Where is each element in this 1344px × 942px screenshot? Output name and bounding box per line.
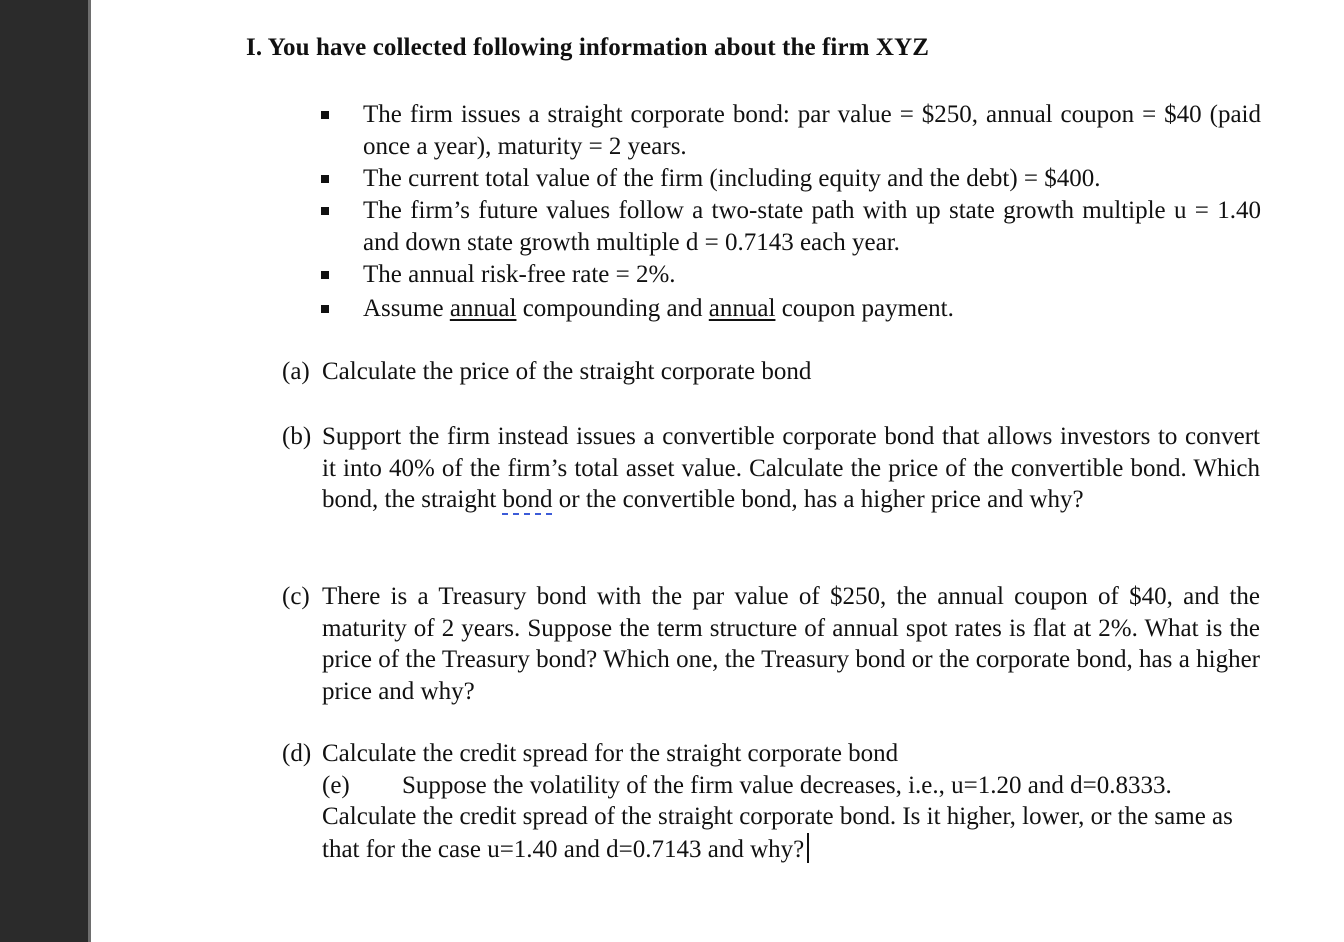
question-text: There is a Treasury bond with the par value of $250, the annual coupon of $40, and the maturity of 2 years. Suppose the term structure of annual spot rates is flat at 2%. What is the price of the Treasury bond? Which one, the Treasury bond or the corporate bond, has a higher price and why?: [322, 583, 1260, 705]
question-label: (a): [282, 358, 310, 385]
bullet-item: [321, 259, 1261, 291]
question-text: Calculate the credit spread for the straight corporate bond: [322, 740, 899, 767]
question-label: (c): [282, 583, 310, 610]
bullet-text: The current total value of the firm (including equity and the debt) = $400.: [363, 165, 1101, 192]
question-text-part: or the convertible bond, has a higher price and why?: [552, 486, 1084, 513]
question-d-e: [282, 738, 1260, 865]
square-bullet-icon: [321, 111, 329, 119]
question-text-part: Calculate the credit spread of the straight corporate bond. Is it higher, lower, or the same as that for the case u=1.40 and d=0.7143 and why?: [322, 803, 1233, 863]
left-dark-sidebar: [0, 0, 88, 942]
underlined-word: annual: [708, 295, 776, 322]
square-bullet-icon: [321, 207, 329, 215]
bullet-text: The annual risk-free rate = 2%.: [363, 261, 676, 288]
bullet-text-part: Assume: [363, 295, 450, 322]
document-page[interactable]: [91, 0, 1344, 942]
question-a: [282, 356, 1260, 388]
bullet-text: [363, 295, 954, 322]
bullet-item: [321, 163, 1261, 195]
bullet-item: [321, 99, 1261, 163]
question-b: [282, 421, 1260, 516]
info-bullet-list: [321, 99, 1261, 325]
bullet-text-part: coupon payment.: [775, 295, 954, 322]
question-text: [322, 801, 1260, 865]
question-label: (b): [282, 423, 312, 450]
bullet-item: [321, 195, 1261, 259]
bullet-text: The firm’s future values follow a two-state path with up state growth multiple u = 1.40 and down state growth multiple d = 0.7143 each year.: [363, 197, 1261, 256]
question-label: (e): [322, 771, 350, 799]
bullet-text: The firm issues a straight corporate bond: par value = $250, annual coupon = $40 (paid once a year), maturity = 2 years.: [363, 101, 1261, 160]
question-text: [322, 421, 1260, 516]
underlined-word: annual: [449, 295, 517, 322]
grammar-flagged-word[interactable]: bond: [502, 486, 553, 513]
text-cursor: [807, 833, 809, 863]
question-text-part: Support the firm instead issues a convertible corporate bond that allows investors to convert it into 40% of the firm’s total asset value. Calculate the price of the convertible bond. Which bond, the straight: [322, 423, 1260, 513]
question-c: [282, 581, 1260, 707]
bullet-item: [321, 293, 1261, 325]
bullet-text-part: compounding and: [516, 295, 709, 322]
question-e: [322, 770, 1260, 802]
question-text: Calculate the price of the straight corporate bond: [322, 358, 812, 385]
question-label: (d): [282, 740, 312, 767]
section-heading: I. You have collected following information about the firm XYZ: [246, 34, 930, 61]
square-bullet-icon: [321, 305, 329, 313]
square-bullet-icon: [321, 271, 329, 279]
question-text: Suppose the volatility of the firm value decreases, i.e., u=1.20 and d=0.8333.: [402, 771, 1172, 799]
square-bullet-icon: [321, 175, 329, 183]
